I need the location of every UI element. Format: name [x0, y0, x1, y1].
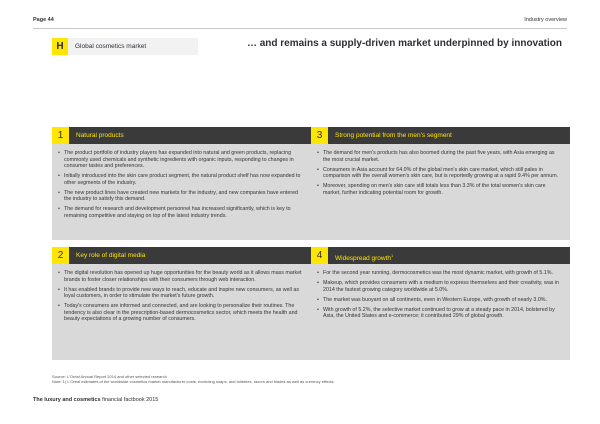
chapter-tag	[52, 38, 198, 55]
bullet-item: • The new product lines have created new markets for the industry, and new companies have entered the industry to satisfy this demand.	[58, 190, 303, 203]
panel-number: 4	[311, 247, 328, 264]
panel-mens-segment	[311, 127, 570, 240]
panel-title: Strong potential from the men's segment	[335, 132, 452, 139]
panel-title: Key role of digital media	[76, 252, 146, 259]
panel-title: Natural products	[76, 132, 124, 139]
bullet-item: • Moreover, spending on men's skin care still totals less than 3.3% of the total women's skin care market, further indicating potential room for growth.	[317, 183, 562, 196]
bullet-item: • The market was buoyant on all continents, even in Western Europe, with growth of nearly 3.0%.	[317, 297, 562, 304]
page-header	[33, 15, 567, 29]
panel-body	[52, 264, 311, 360]
bullet-item: • Consumers in Asia account for 64.0% of the global men's skin care market, which still pales in comparison with the overall women's skin care, but is reportedly growing at a rapid 9.4% per annum.	[317, 167, 562, 180]
bullet-item: • The demand for research and development personnel has increased significantly, which is key to remaining competitive and staying on top of the latest industry trends.	[58, 206, 303, 219]
panel-body	[311, 144, 570, 240]
chapter-title: Global cosmetics market	[75, 43, 147, 50]
page-headline: … and remains a supply-driven market underpinned by innovation	[246, 38, 562, 49]
panel-header	[52, 127, 311, 144]
panel-header	[311, 247, 570, 264]
panel-number: 3	[311, 127, 328, 144]
section-name: Industry overview	[524, 17, 567, 23]
panel-number: 1	[52, 127, 69, 144]
note-line: Note: 1) L'Oréal estimates of the worldwide cosmetics market manufacturer costs, excluding soaps, and toiletries, razors and blades as well as currency effects.	[52, 379, 335, 385]
chapter-letter: H	[52, 38, 68, 55]
panel-widespread-growth	[311, 247, 570, 360]
panel-digital-media	[52, 247, 311, 360]
page-number: Page 44	[33, 17, 54, 23]
page-footer	[33, 397, 158, 403]
panel-number: 2	[52, 247, 69, 264]
panel-natural-products	[52, 127, 311, 240]
bullet-item: • The product portfolio of industry players has expanded into natural and green products, replacing commonly used chemicals and synthetic ingredients with organic inputs, responding to changes in consumer tastes and preferences.	[58, 150, 303, 170]
bullet-item: • Makeup, which provides consumers with a medium to express themselves and their creativity, was in 2014 the fastest growing category worldwide at 5.0%.	[317, 280, 562, 293]
source-notes	[52, 374, 572, 385]
bullet-item: • It has enabled brands to provide new ways to reach, educate and inspire new consumers, as well as loyal customers, in order to stimulate the market's future growth.	[58, 287, 303, 300]
bullet-item: • Today's consumers are informed and connected, and are looking to personalize their routines. The tendency is also clear in the prescription-based dermocosmetics sector, which meets the health and beauty expectations of a growing number of consumers.	[58, 303, 303, 323]
panel-body	[52, 144, 311, 240]
bullet-item: • For the second year running, dermocosmetics was the most dynamic market, with growth of 5.1%.	[317, 270, 562, 277]
panel-title-text: Widespread growth	[335, 255, 391, 263]
source-line: Source: L'Oréal Annual Report 2014 and other selected research	[52, 374, 167, 379]
bullet-item: • The demand for men's products has also boomed during the past five years, with Asia emerging as the most crucial market.	[317, 150, 562, 163]
bullet-item: • Initially introduced into the skin care product segment, the natural product shelf has now expanded to other segments of the industry.	[58, 173, 303, 186]
panel-header	[52, 247, 311, 264]
footer-title-rest: financial factbook 2015	[100, 397, 159, 403]
footer-title-bold: The luxury and cosmetics	[33, 397, 101, 403]
panel-header	[311, 127, 570, 144]
bullet-item: • The digital revolution has opened up huge opportunities for the beauty world as it allows mass market brands to foster closer relationships with their consumers through web interaction.	[58, 270, 303, 283]
footnote-marker: 1	[391, 253, 394, 258]
bullet-item: • With growth of 5.2%, the selective market continued to grow at a steady pace in 2014, bolstered by Asia, the United States and e-commerce; it contributed 29% of global growth.	[317, 307, 562, 320]
panel-body	[311, 264, 570, 360]
